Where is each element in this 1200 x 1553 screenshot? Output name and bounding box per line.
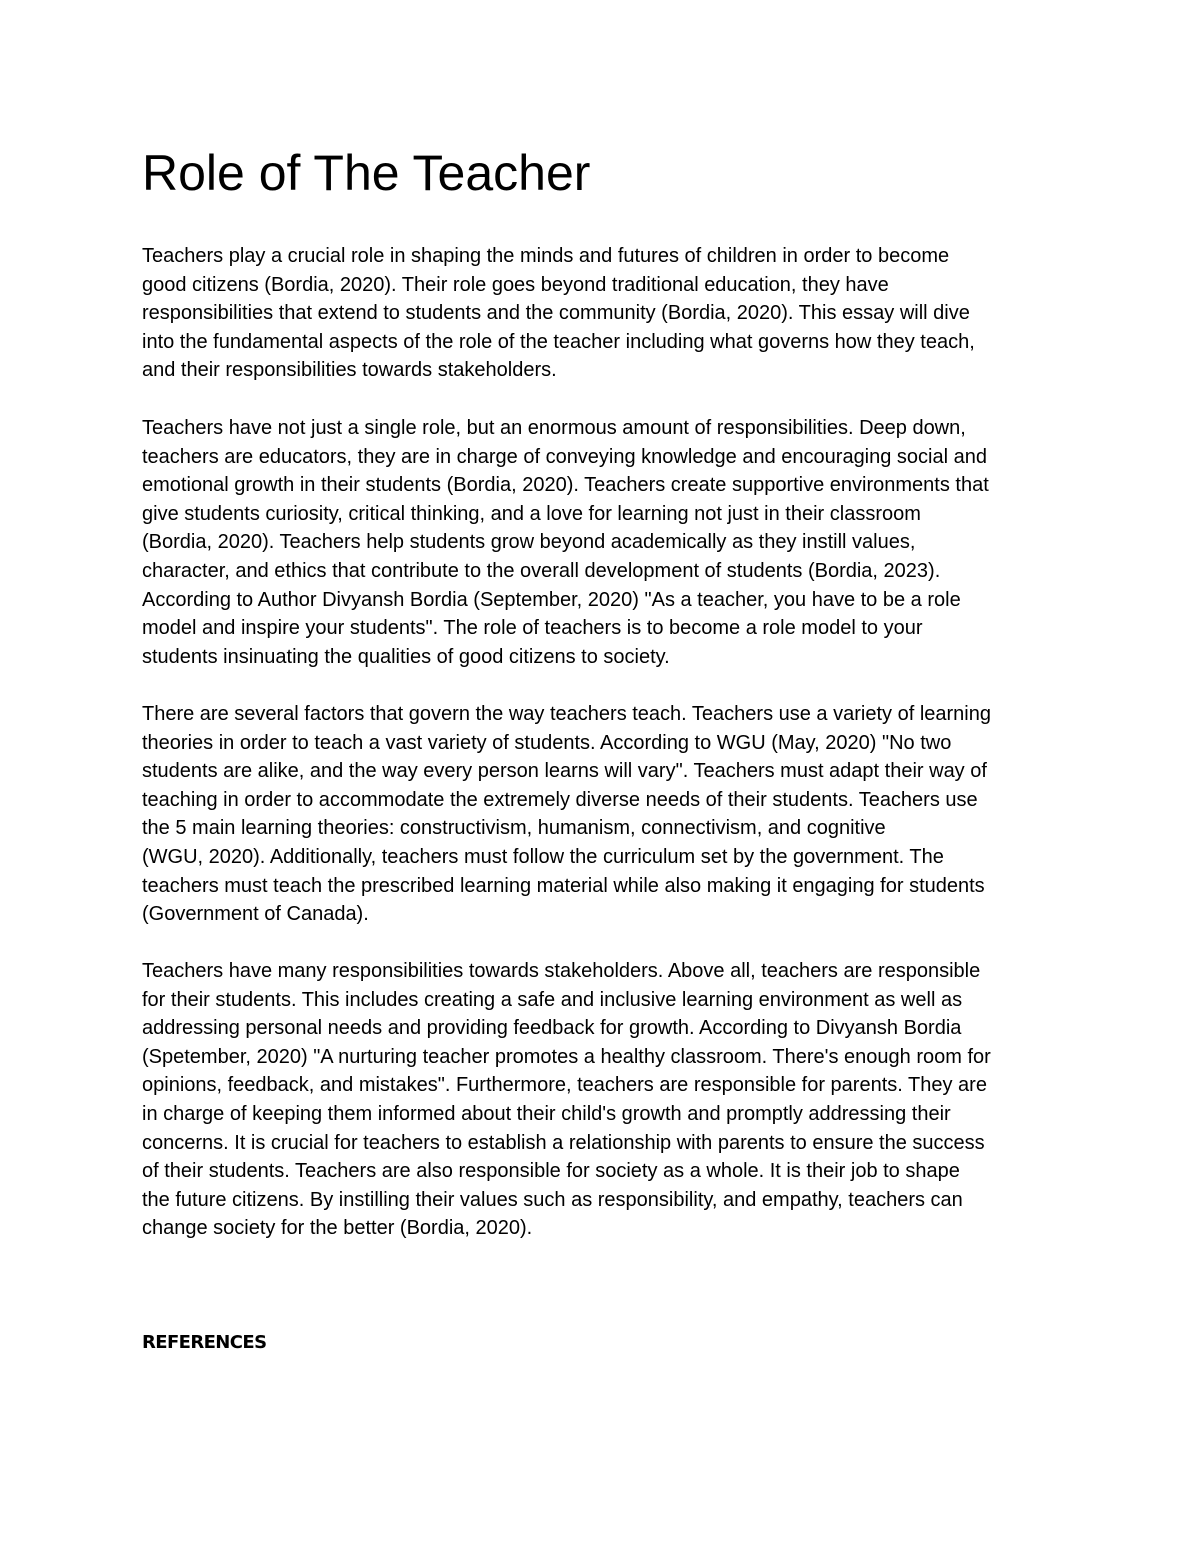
text-line: opinions, feedback, and mistakes". Furthermore, teachers are responsible for parents. They are [142, 1074, 987, 1097]
text-line: the 5 main learning theories: constructivism, humanism, connectivism, and cognitive [142, 817, 886, 840]
paragraph-responsibilities [142, 957, 991, 1243]
text-line: addressing personal needs and providing feedback for growth. According to Divyansh Bordia [142, 1017, 962, 1040]
text-line: good citizens (Bordia, 2020). Their role goes beyond traditional education, they have [142, 273, 889, 296]
text-line: of their students. Teachers are also responsible for society as a whole. It is their job to shape [142, 1160, 960, 1183]
text-line: (Spetember, 2020) "A nurturing teacher promotes a healthy classroom. There's enough room for [142, 1045, 991, 1068]
text-line: Teachers have many responsibilities towards stakeholders. Above all, teachers are responsible [142, 960, 981, 982]
text-line: model and inspire your students". The role of teachers is to become a role model to your [142, 617, 923, 640]
paragraph-factors [142, 700, 991, 929]
text-line: (Bordia, 2020). Teachers help students grow beyond academically as they instill values, [142, 531, 916, 554]
text-line: Teachers have not just a single role, but an enormous amount of responsibilities. Deep down, [142, 417, 966, 439]
text-line: concerns. It is crucial for teachers to establish a relationship with parents to ensure the success [142, 1131, 985, 1154]
text-line: teachers are educators, they are in charge of conveying knowledge and encouraging social and [142, 445, 987, 468]
text-line: students insinuating the qualities of good citizens to society. [142, 645, 670, 668]
document-title: Role of The Teacher [142, 145, 591, 201]
text-line: character, and ethics that contribute to the overall development of students (Bordia, 2023). [142, 559, 941, 582]
text-line: teaching in order to accommodate the extremely diverse needs of their students. Teachers use [142, 788, 978, 811]
text-line: and their responsibilities towards stakeholders. [142, 359, 557, 382]
text-line: students are alike, and the way every person learns will vary". Teachers must adapt their way of [142, 760, 987, 783]
text-line: There are several factors that govern the way teachers teach. Teachers use a variety of learning [142, 703, 991, 725]
text-line: Teachers play a crucial role in shaping the minds and futures of children in order to become [142, 245, 950, 267]
text-line: into the fundamental aspects of the role of the teacher including what governs how they teach, [142, 330, 975, 353]
text-line: the future citizens. By instilling their values such as responsibility, and empathy, teachers can [142, 1188, 963, 1211]
references-heading: REFERENCES [142, 1332, 267, 1353]
paragraph-introduction [142, 242, 975, 385]
text-line: for their students. This includes creating a safe and inclusive learning environment as well as [142, 988, 963, 1011]
text-line: theories in order to teach a vast variety of students. According to WGU (May, 2020) "No two [142, 731, 952, 754]
text-line: in charge of keeping them informed about their child's growth and promptly addressing their [142, 1102, 951, 1125]
text-line: teachers must teach the prescribed learning material while also making it engaging for students [142, 874, 985, 897]
text-line: According to Author Divyansh Bordia (September, 2020) "As a teacher, you have to be a role [142, 588, 961, 611]
text-line: (Government of Canada). [142, 903, 369, 926]
text-line: emotional growth in their students (Bordia, 2020). Teachers create supportive environments that [142, 474, 989, 497]
text-line: (WGU, 2020). Additionally, teachers must follow the curriculum set by the government. The [142, 845, 944, 868]
paragraph-roles [142, 414, 989, 671]
text-line: give students curiosity, critical thinking, and a love for learning not just in their classroom [142, 502, 921, 525]
text-line: change society for the better (Bordia, 2020). [142, 1217, 533, 1240]
text-line: responsibilities that extend to students and the community (Bordia, 2020). This essay will dive [142, 302, 970, 325]
